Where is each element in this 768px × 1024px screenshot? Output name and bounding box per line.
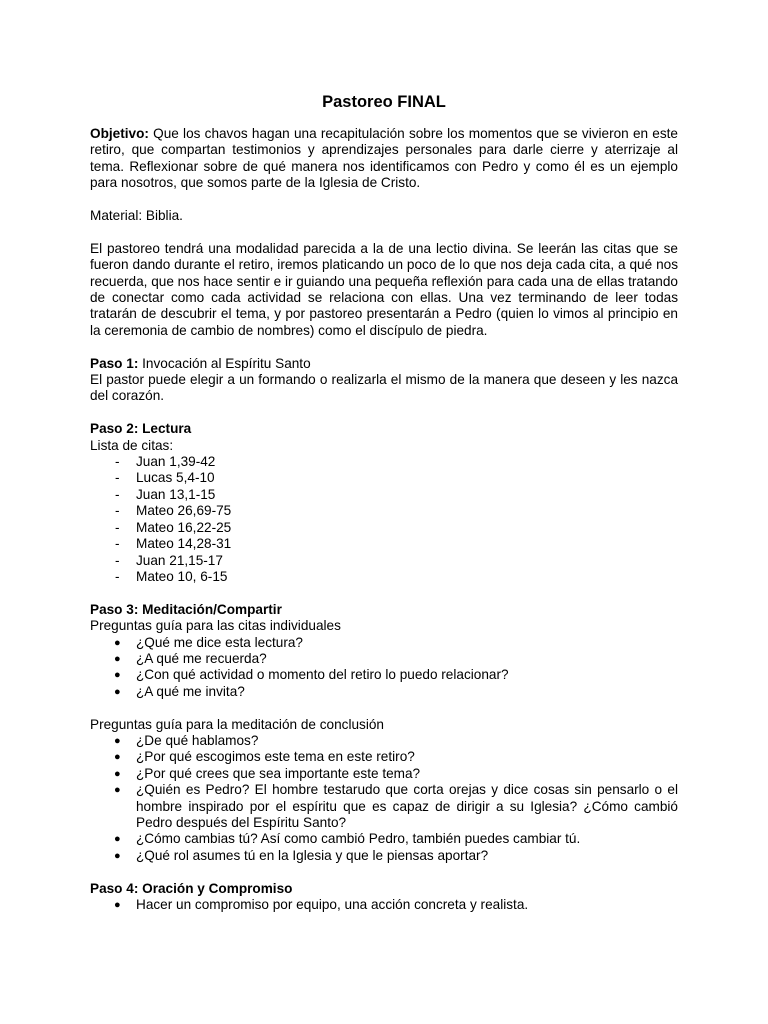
bullet-icon: ● [114,685,121,698]
list-item [90,520,678,536]
guia-individual-label: Preguntas guía para las citas individuales [90,618,341,634]
paso2-list-label: Lista de citas: [90,437,174,453]
question-text: ¿Cómo cambias tú? Así como cambió Pedro, también puedes cambiar tú. [136,831,581,847]
guia-conclusion-list [90,733,678,864]
dash-marker: - [115,568,120,584]
citas-list [90,454,678,585]
dash-marker: - [115,470,120,486]
question-text: ¿Qué rol asumes tú en la Iglesia y que le piensas aportar? [136,847,489,863]
list-item [90,651,678,667]
dash-marker: - [115,536,120,552]
document-title: Pastoreo FINAL [322,93,446,111]
cita-text: Juan 13,1-15 [136,486,216,502]
paso3-heading: Paso 3: Meditación/Compartir [90,601,282,617]
paso1-text: El pastor puede elegir a un formando o realizarla el mismo de la manera que deseen y les nazca del corazón. [90,372,678,404]
cita-text: Juan 21,15-17 [136,552,223,568]
objetivo-text: Que los chavos hagan una recapitulación sobre los momentos que se vivieron en este retiro, que compartan testimonios y aprendizajes personales para darle cierre y aterrizaje al tema. Reflexionar sobre de qué manera nos identificamos con Pedro y como él es un ejemplo para nosotros, que somos parte de la Iglesia de Cristo. [90,126,678,191]
paso1-label: Paso 1: [90,355,139,371]
objetivo-paragraph [90,126,678,192]
material-line: Material: Biblia. [90,208,183,224]
paso4-list [90,897,678,913]
dash-marker: - [115,519,120,535]
question-text: ¿Quién es Pedro? El hombre testarudo que corta orejas y dice cosas sin pensarlo o el hombre inspirado por el espíritu que es capaz de dirigir a su Iglesia? ¿Cómo cambió Pedro después del Espíritu Santo? [136,782,678,830]
list-item [90,831,678,847]
paso4-heading: Paso 4: Oración y Compromiso [90,880,293,896]
list-item [90,635,678,651]
cita-text: Juan 1,39-42 [136,454,216,470]
list-item [90,536,678,552]
cita-text: Mateo 14,28-31 [136,536,232,552]
paso1-heading-text: Invocación al Espíritu Santo [142,355,311,371]
list-item [90,487,678,503]
bullet-icon: ● [114,784,121,797]
guia-individual-list [90,635,678,701]
list-item [90,766,678,782]
bullet-icon: ● [114,636,121,649]
list-item [90,733,678,749]
document-page [90,92,678,913]
guia-conclusion-label: Preguntas guía para la meditación de conclusión [90,716,384,732]
question-text: ¿Por qué escogimos este tema en este retiro? [136,749,415,765]
question-text: ¿De qué hablamos? [136,732,259,748]
bullet-icon: ● [114,652,121,665]
objetivo-label: Objetivo: [90,126,149,141]
list-item [90,553,678,569]
compromiso-text: Hacer un compromiso por equipo, una acción concreta y realista. [136,896,529,912]
cita-text: Mateo 10, 6-15 [136,568,228,584]
cita-text: Mateo 26,69-75 [136,503,232,519]
dash-marker: - [115,503,120,519]
question-text: ¿Qué me dice esta lectura? [136,634,303,650]
bullet-icon: ● [114,833,121,846]
list-item [90,782,678,831]
cita-text: Mateo 16,22-25 [136,519,232,535]
bullet-icon: ● [114,898,121,911]
paso2-heading: Paso 2: Lectura [90,421,192,437]
list-item [90,569,678,585]
paso1-heading [90,356,678,372]
list-item [90,684,678,700]
bullet-icon: ● [114,767,121,780]
list-item [90,503,678,519]
intro-paragraph: El pastoreo tendrá una modalidad parecida a la de una lectio divina. Se leerán las citas que se fueron dando durante el retiro, iremos platicando un poco de lo que nos deja cada cita, a qué nos recuerda, que nos hace sentir e ir guiando una pequeña reflexión para cada una de ellas tratando de conectar como cada actividad se relaciona con ellas. Una vez terminando de leer todas tratarán de descubrir el tema, y por pastoreo presentarán a Pedro (quien lo vimos al principio en la ceremonia de cambio de nombres) como el discípulo de piedra. [90,240,678,338]
list-item [90,749,678,765]
question-text: ¿A qué me recuerda? [136,650,267,666]
list-item [90,897,678,913]
list-item [90,470,678,486]
dash-marker: - [115,454,120,470]
bullet-icon: ● [114,849,121,862]
bullet-icon: ● [114,734,121,747]
question-text: ¿A qué me invita? [136,683,245,699]
cita-text: Lucas 5,4-10 [136,470,215,486]
question-text: ¿Con qué actividad o momento del retiro lo puedo relacionar? [136,667,509,683]
dash-marker: - [115,552,120,568]
list-item [90,667,678,683]
question-text: ¿Por qué crees que sea importante este tema? [136,765,421,781]
list-item [90,848,678,864]
bullet-icon: ● [114,751,121,764]
list-item [90,454,678,470]
bullet-icon: ● [114,669,121,682]
dash-marker: - [115,486,120,502]
